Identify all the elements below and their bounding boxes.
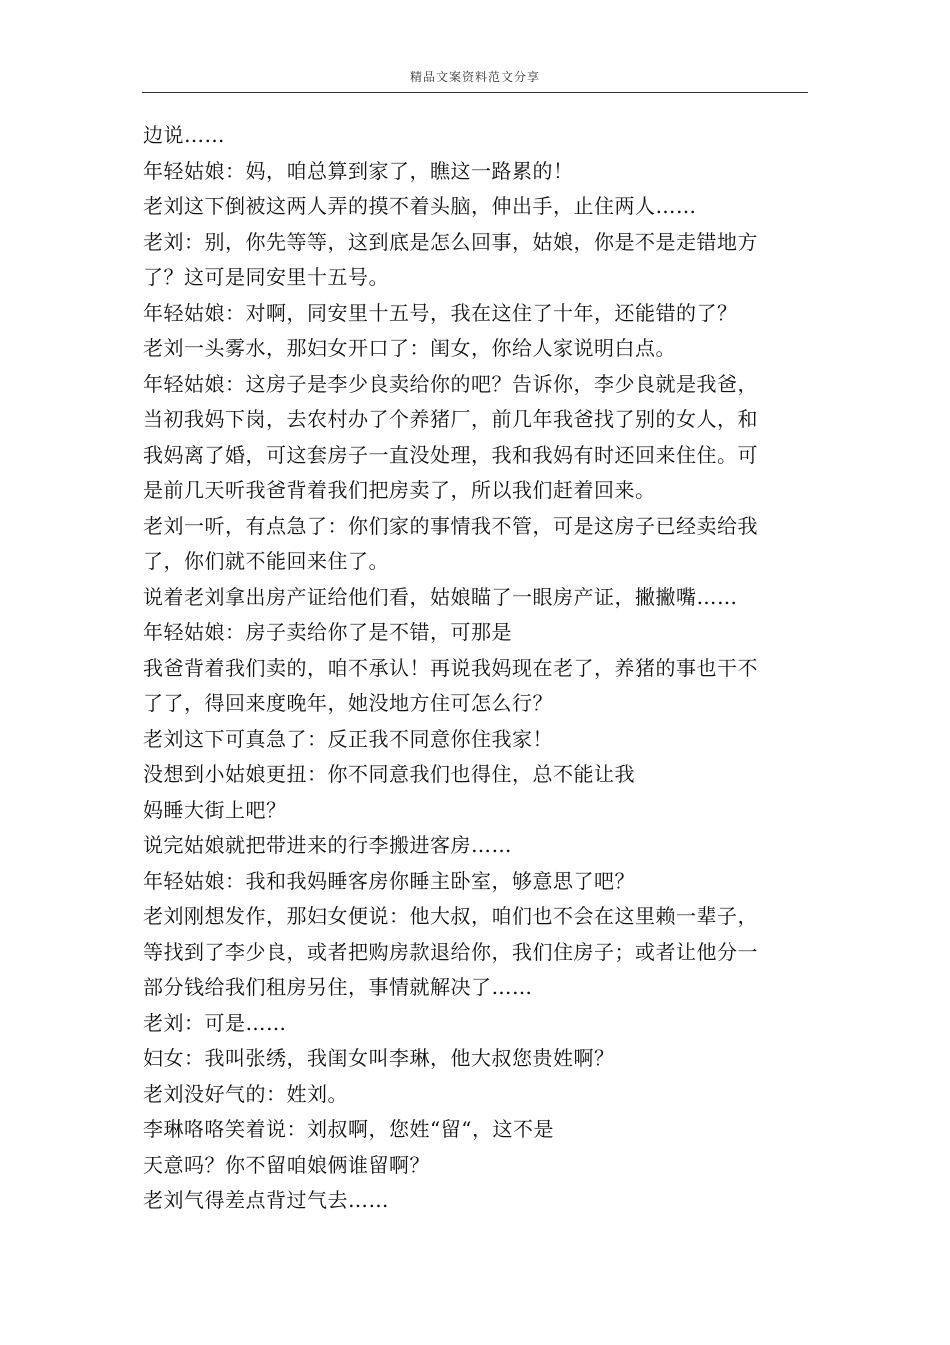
text-line: 老刘气得差点背过气去…… [143, 1188, 389, 1212]
text-line: 年轻姑娘：我和我妈睡客房你睡主卧室，够意思了吧？ [143, 868, 635, 893]
text-line: 年轻姑娘：对啊，同安里十五号，我在这住了十年，还能错的了？ [143, 300, 738, 325]
text-line: 老刘没好气的：姓刘。 [143, 1081, 348, 1106]
text-line: 年轻姑娘：妈，咱总算到家了，瞧这一路累的！ [143, 158, 574, 183]
text-line: 部分钱给我们租房另住，事情就解决了…… [143, 975, 533, 999]
page-header [142, 66, 808, 93]
text-line: 天意吗？你不留咱娘俩谁留啊？ [143, 1152, 430, 1177]
text-line: 我妈离了婚，可这套房子一直没处理，我和我妈有时还回来住住。可 [143, 442, 758, 467]
text-line: 了，你们就不能回来住了。 [143, 549, 389, 573]
text-line: 说着老刘拿出房产证给他们看，姑娘瞄了一眼房产证，撇撇嘴…… [143, 584, 738, 609]
text-line: 边说…… [143, 123, 225, 147]
text-line: 妇女：我叫张绣，我闺女叫李琳，他大叔您贵姓啊？ [143, 1046, 615, 1070]
text-line: 妈睡大街上吧？ [143, 797, 287, 822]
text-line: 老刘刚想发作，那妇女便说：他大叔，咱们也不会在这里赖一辈子， [143, 904, 758, 928]
text-line: 等找到了李少良，或者把购房款退给你，我们住房子；或者让他分一 [143, 939, 758, 964]
text-line: 老刘一听，有点急了：你们家的事情我不管，可是这房子已经卖给我 [143, 513, 758, 538]
text-line: 了了，得回来度晚年，她没地方住可怎么行？ [143, 691, 553, 715]
text-line: 老刘这下倒被这两人弄的摸不着头脑，伸出手，止住两人…… [143, 194, 697, 218]
text-line: 老刘：别，你先等等，这到底是怎么回事，姑娘，你是不是走错地方 [143, 229, 758, 254]
text-line: 老刘这下可真急了：反正我不同意你住我家！ [143, 726, 553, 751]
text-line: 年轻姑娘：房子卖给你了是不错，可那是 [143, 620, 512, 644]
text-line: 老刘一头雾水，那妇女开口了：闺女，你给人家说明白点。 [143, 336, 676, 360]
text-line: 年轻姑娘：这房子是李少良卖给你的吧？告诉你，李少良就是我爸， [143, 371, 758, 396]
text-line: 我爸背着我们卖的，咱不承认！再说我妈现在老了，养猪的事也干不 [143, 655, 758, 680]
text-line: 当初我妈下岗，去农村办了个养猪厂，前几年我爸找了别的女人，和 [143, 407, 758, 431]
text-line: 老刘：可是…… [143, 1010, 287, 1035]
text-line: 说完姑娘就把带进来的行李搬进客房…… [143, 833, 512, 857]
text-line: 李琳咯咯笑着说：刘叔啊，您姓“留“，这不是 [143, 1117, 554, 1141]
text-line: 是前几天听我爸背着我们把房卖了，所以我们赶着回来。 [143, 478, 656, 502]
header-title: 精品文案资料范文分享 [409, 70, 540, 84]
document-body [143, 118, 783, 1219]
text-line: 了？这可是同安里十五号。 [143, 265, 389, 289]
text-line: 没想到小姑娘更扭：你不同意我们也得住，总不能让我 [143, 762, 635, 786]
